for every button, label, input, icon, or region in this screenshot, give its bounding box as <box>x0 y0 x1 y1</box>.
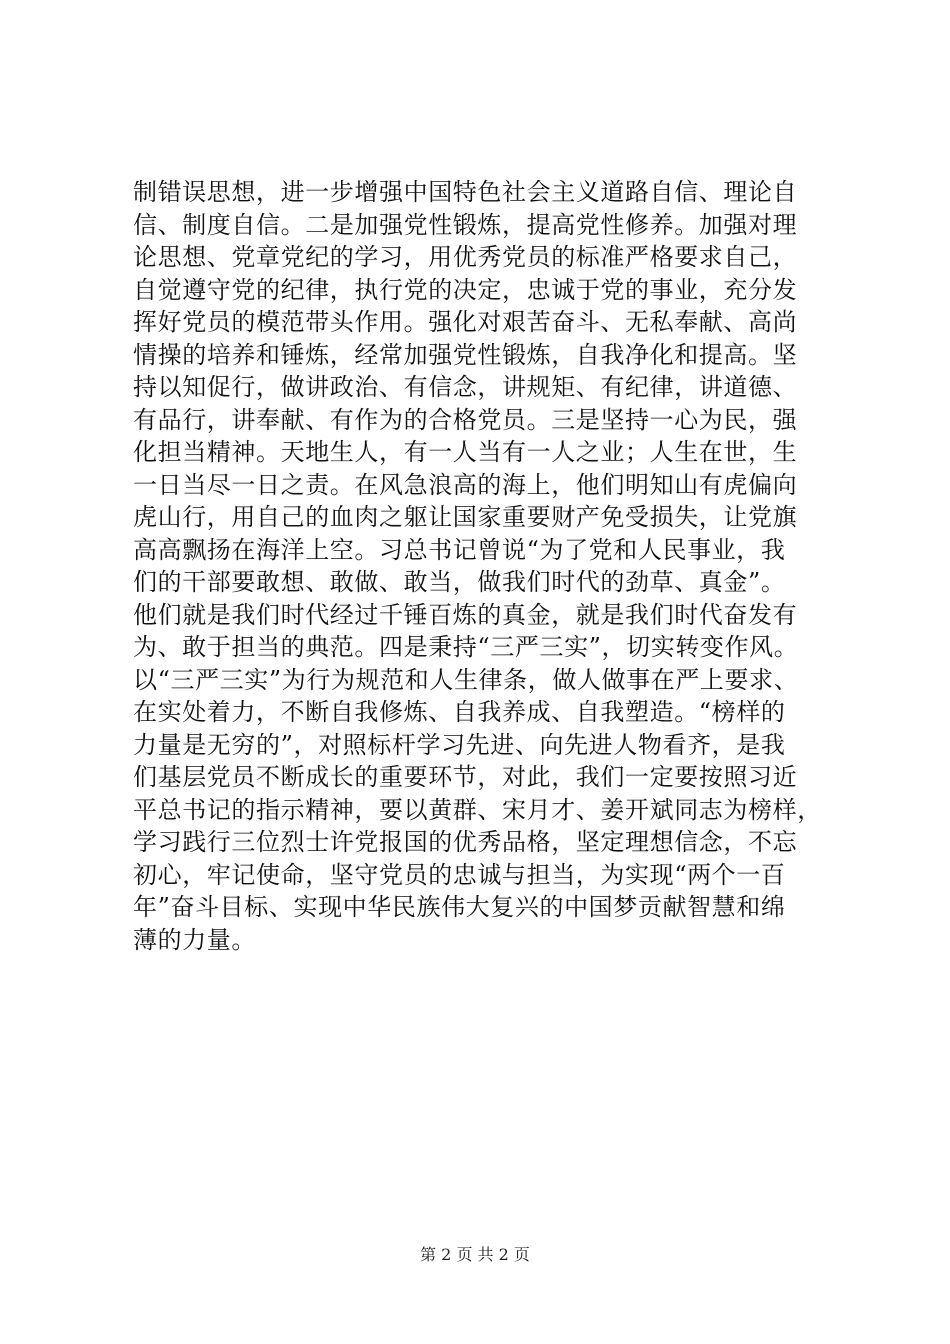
page-number-label: 第 2 页 共 2 页 <box>420 1245 530 1264</box>
text-line: 年”奋斗目标、实现中华民族伟大复兴的中国梦贡献智慧和绵 <box>133 893 786 921</box>
text-line: 自觉遵守党的纪律，执行党的决定，忠诚于党的事业，充分发 <box>133 275 798 304</box>
text-line: 学习践行三位烈士许党报国的优秀品格，坚定理想信念，不忘 <box>133 828 798 856</box>
text-line: 挥好党员的模范带头作用。强化对艰苦奋斗、无私奉献、高尚 <box>133 308 798 336</box>
text-line: 虎山行，用自己的血肉之躯让国家重要财产免受损失，让党旗 <box>133 503 798 531</box>
text-line: 们基层党员不断成长的重要环节，对此，我们一定要按照习近 <box>133 763 798 791</box>
text-line: 以“三严三实”为行为规范和人生律条，做人做事在严上要求、 <box>133 665 799 694</box>
page-footer <box>0 1243 950 1267</box>
text-line: 论思想、党章党纪的学习，用优秀党员的标准严格要求自己， <box>133 243 798 271</box>
text-line: 有品行，讲奉献、有作为的合格党员。三是坚持一心为民，强 <box>133 405 798 434</box>
text-line: 平总书记的指示精神，要以黄群、宋月才、姜开斌同志为榜样， <box>133 795 822 824</box>
text-line: 制错误思想，进一步增强中国特色社会主义道路自信、理论自 <box>133 178 798 206</box>
text-line: 信、制度自信。二是加强党性锻炼，提高党性修养。加强对理 <box>133 210 798 239</box>
text-line: 情操的培养和锤炼，经常加强党性锻炼，自我净化和提高。坚 <box>133 340 798 369</box>
text-line: 们的干部要敢想、敢做、敢当，做我们时代的劲草、真金”。 <box>133 568 786 596</box>
text-line: 薄的力量。 <box>133 925 256 954</box>
body-paragraph <box>133 176 833 956</box>
text-line: 为、敢于担当的典范。四是秉持“三严三实”，切实转变作风。 <box>133 633 799 661</box>
text-line: 他们就是我们时代经过千锤百炼的真金，就是我们时代奋发有 <box>133 600 798 629</box>
text-line: 一日当尽一日之责。在风急浪高的海上，他们明知山有虎偏向 <box>133 470 798 499</box>
text-line: 初心，牢记使命，坚守党员的忠诚与担当，为实现“两个一百 <box>133 860 786 889</box>
text-line: 化担当精神。天地生人，有一人当有一人之业；人生在世，生 <box>133 438 798 466</box>
text-line: 力量是无穷的”，对照标杆学习先进、向先进人物看齐，是我 <box>133 730 786 759</box>
text-line: 高高飘扬在海洋上空。习总书记曾说“为了党和人民事业，我 <box>133 535 786 564</box>
text-line: 在实处着力，不断自我修炼、自我养成、自我塑造。“榜样的 <box>133 698 786 726</box>
text-line: 持以知促行，做讲政治、有信念，讲规矩、有纪律，讲道德、 <box>133 373 798 401</box>
